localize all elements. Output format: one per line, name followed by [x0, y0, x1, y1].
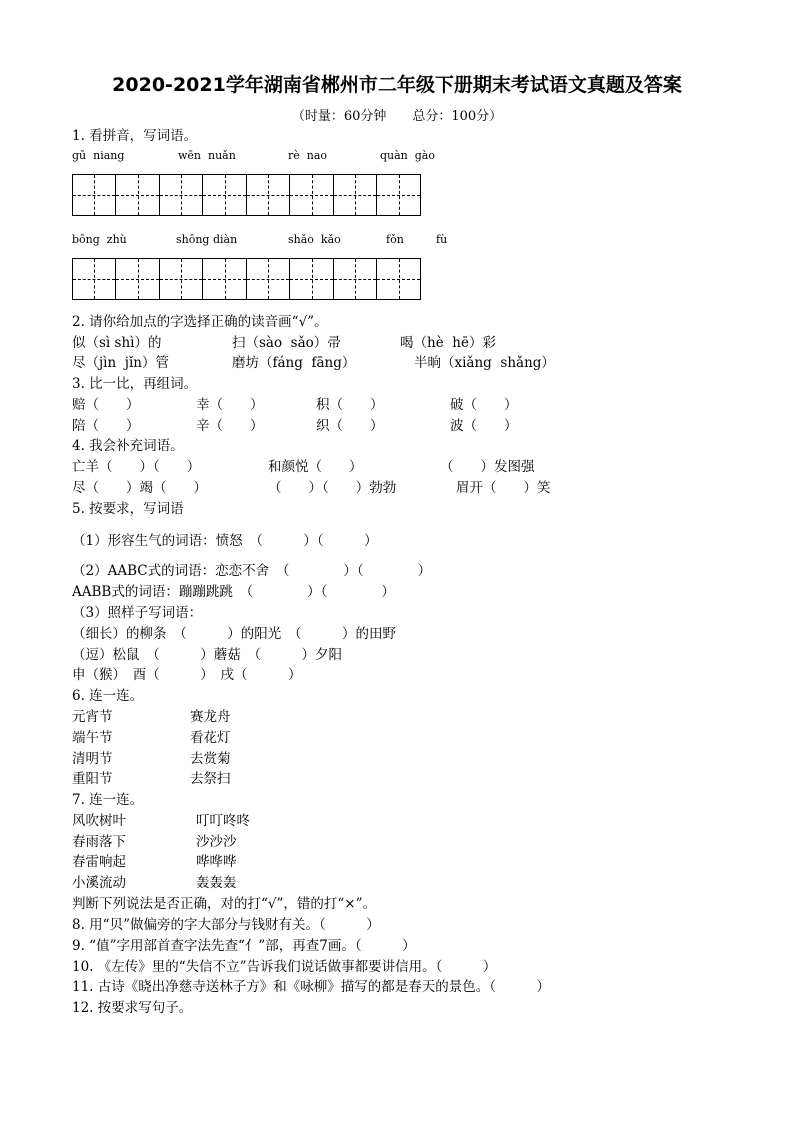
q5-line: 申（猴） 酉（ ） 戌（ ） — [72, 667, 302, 683]
q3-item: 波（ ） — [450, 418, 518, 434]
q6-left-item[interactable]: 清明节 — [72, 751, 113, 767]
q5-line: （逗）松鼠 （ ）蘑菇 （ ）夕阳 — [72, 647, 342, 663]
q6-left-item[interactable]: 元宵节 — [72, 709, 113, 725]
q6-right-item[interactable]: 去祭扫 — [190, 771, 231, 787]
q3-item: 辛（ ） — [196, 418, 264, 434]
q2-item: 扫（sào sǎo）帚 — [232, 335, 341, 351]
q2-item: 似（sì shì）的 — [72, 335, 162, 351]
q2-heading: 2. 请你给加点的字选择正确的读音画“√”。 — [72, 314, 328, 330]
q7-right-item[interactable]: 轰轰轰 — [196, 875, 237, 891]
pinyin: shǎo kǎo — [288, 233, 341, 246]
pinyin: fù — [436, 233, 448, 246]
q6-left-item[interactable]: 重阳节 — [72, 771, 113, 787]
q3-item: 陪（ ） — [72, 418, 140, 434]
q7-right-item[interactable]: 沙沙沙 — [196, 834, 237, 850]
q5-line: （1）形容生气的词语：愤怒 （ ）（ ） — [72, 533, 378, 549]
q6-left-item[interactable]: 端午节 — [72, 730, 113, 746]
q5-line: AABB式的词语：蹦蹦跳跳 （ ）（ ） — [72, 584, 395, 600]
q4-item: 和颜悦（ ） — [268, 459, 363, 475]
q4-item: （ ）（ ）勃勃 — [268, 480, 397, 496]
q3-item: 积（ ） — [316, 397, 384, 413]
q7-left-item[interactable]: 春雷响起 — [72, 854, 126, 870]
q4-item: 亡羊（ ）（ ） — [72, 459, 201, 475]
pinyin: wēn nuǎn — [178, 149, 236, 162]
page-title: 2020-2021学年湖南省郴州市二年级下册期末考试语文真题及答案 — [112, 74, 682, 96]
q8-text[interactable]: 8. 用“贝”做偏旁的字大部分与钱财有关。（ ） — [72, 917, 380, 933]
q3-item: 幸（ ） — [196, 397, 264, 413]
q3-item: 破（ ） — [450, 397, 518, 413]
q5-line: （细长）的柳条 （ ）的阳光 （ ）的田野 — [72, 626, 396, 642]
q12-heading: 12. 按要求写句子。 — [72, 1000, 193, 1016]
q9-text[interactable]: 9. “值”字用部首查字法先查“亻”部，再查7画。（ ） — [72, 938, 416, 954]
q7-right-item[interactable]: 叮叮咚咚 — [196, 813, 250, 829]
q7-left-item[interactable]: 小溪流动 — [72, 875, 126, 891]
q5-line: （2）AABC式的词语：恋恋不舍 （ ）（ ） — [72, 563, 432, 579]
q6-right-item[interactable]: 赛龙舟 — [190, 709, 231, 725]
q6-right-item[interactable]: 去赏菊 — [190, 751, 231, 767]
q3-item: 赔（ ） — [72, 397, 140, 413]
q7-left-item[interactable]: 风吹树叶 — [72, 813, 126, 829]
q10-text[interactable]: 10. 《左传》里的“失信不立”告诉我们说话做事都要讲信用。（ ） — [72, 959, 497, 975]
q7-heading: 7. 连一连。 — [72, 792, 144, 808]
q7-right-item[interactable]: 哗哗哗 — [196, 854, 237, 870]
q3-item: 织（ ） — [316, 418, 384, 434]
q4-item: （ ）发图强 — [440, 459, 535, 475]
q3-heading: 3. 比一比，再组词。 — [72, 376, 198, 392]
q1-heading: 1. 看拼音，写词语。 — [72, 128, 198, 144]
q6-right-item[interactable]: 看花灯 — [190, 730, 231, 746]
pinyin: fǒn — [386, 233, 404, 246]
q11-text[interactable]: 11. 古诗《晓出净慈寺送林子方》和《咏柳》描写的都是春天的景色。（ ） — [72, 979, 551, 995]
q5-heading: 5. 按要求，写词语 — [72, 501, 184, 517]
q6-heading: 6. 连一连。 — [72, 688, 144, 704]
pinyin: gū niang — [72, 149, 125, 162]
page-subtitle: （时量：60分钟 总分：100分） — [291, 109, 503, 124]
pinyin: bōng zhù — [72, 233, 127, 246]
q2-item: 喝（hè hē）彩 — [400, 335, 496, 351]
judge-intro: 判断下列说法是否正确，对的打“√”，错的打“×”。 — [72, 896, 377, 912]
writing-grid-row1[interactable] — [72, 174, 421, 216]
q4-heading: 4. 我会补充词语。 — [72, 438, 184, 454]
q2-item: 半晌（xiǎng shǎng） — [414, 355, 555, 371]
writing-grid-row2[interactable] — [72, 258, 421, 300]
q7-left-item[interactable]: 春雨落下 — [72, 834, 126, 850]
q2-item: 磨坊（fáng fāng） — [232, 355, 356, 371]
q4-item: 尽（ ）竭（ ） — [72, 480, 207, 496]
pinyin: shōng diàn — [176, 233, 238, 246]
q5-line: （3）照样子写词语： — [72, 605, 203, 621]
q4-item: 眉开（ ）笑 — [456, 480, 551, 496]
q2-item: 尽（jìn jǐn）管 — [72, 355, 169, 371]
pinyin: rè nao — [288, 149, 328, 162]
pinyin: quàn gào — [380, 149, 435, 162]
